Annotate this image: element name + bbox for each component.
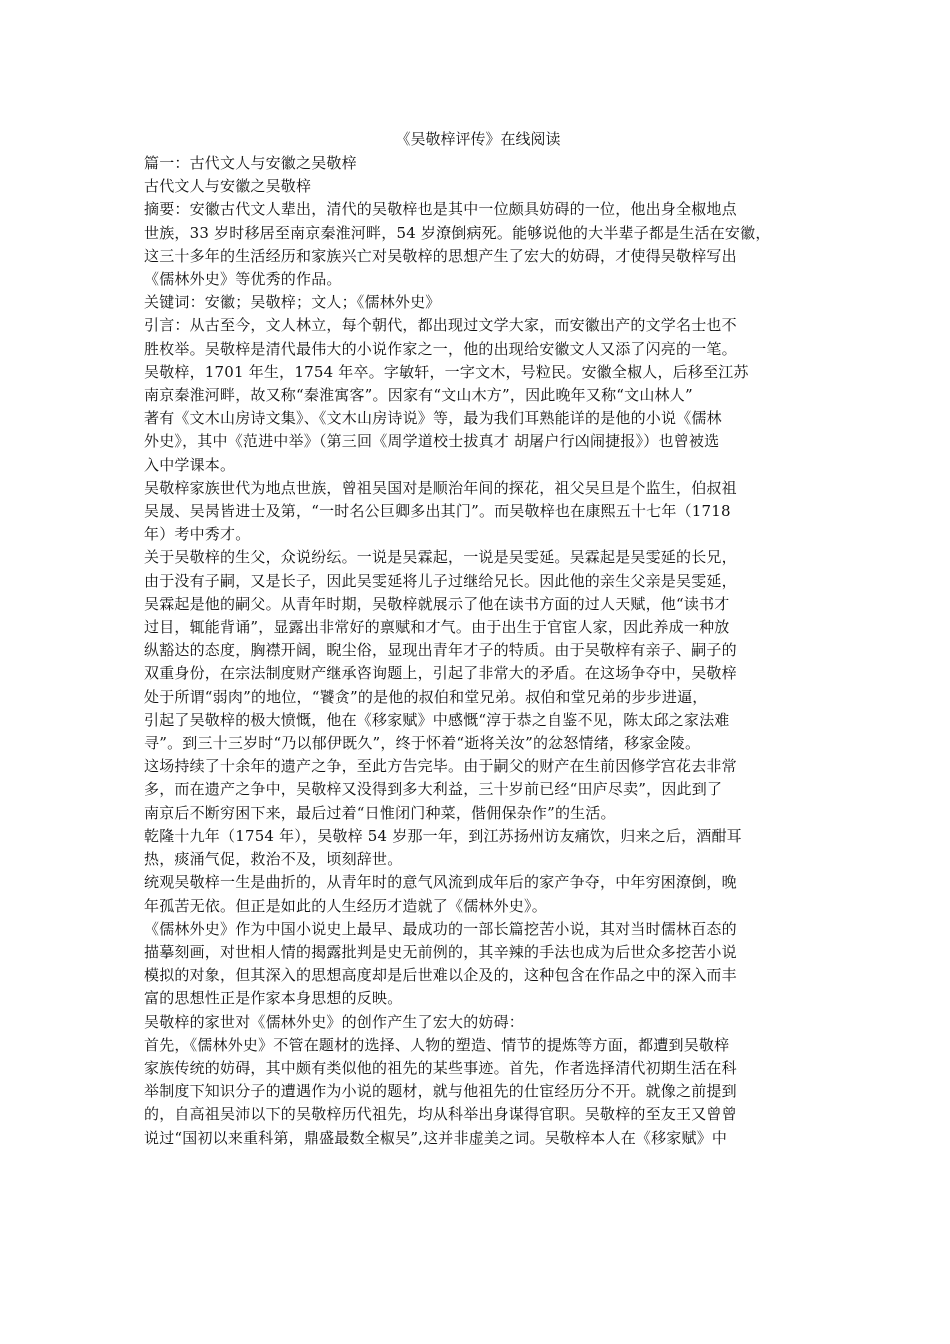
text-line: 过目，辄能背诵”，显露出非常好的禀赋和才气。由于出生于官宦人家，因此养成一种放 [144,618,730,637]
text-line: 双重身份，在宗法制度财产继承咨询题上，引起了非常大的矛盾。在这场争夺中，吴敬梓 [144,664,737,683]
text-line: 处于所谓“弱肉”的地位，“饕贪”的是他的叔伯和堂兄弟。叔伯和堂兄弟的步步进逼， [144,687,708,706]
text-line: 吴敬梓的家世对《儒林外史》的创作产生了宏大的妨碍： [144,1012,525,1031]
text-line: 吴敬梓，1701 年生，1754 年卒。字敏轩，一字文木，号粒民。安徽全椒人，后移至江苏 [144,362,749,381]
text-line: 统观吴敬梓一生是曲折的，从青年时的意气风流到成年后的家产争夺，中年穷困潦倒，晚 [144,873,737,892]
text-line: 描摹刻画，对世相人情的揭露批判是史无前例的，其辛辣的手法也成为后世众多挖苦小说 [144,942,737,961]
text-line: 热，痰涌气促，救治不及，顷刻辞世。 [144,850,403,869]
text-line: 模拟的对象，但其深入的思想高度却是后世难以企及的，这种包含在作品之中的深入而丰 [144,966,737,985]
text-line: 吴晟、吴昺皆进士及第，“一时名公巨卿多出其门”。而吴敬梓也在康熙五十七年（1718 [144,502,731,521]
text-line: 入中学课本。 [144,455,236,474]
text-line: 吴敬梓家族世代为地点世族，曾祖吴国对是顺治年间的探花，祖父吴旦是个监生，伯叔祖 [144,478,737,497]
text-line: 著有《文木山房诗文集》、《文木山房诗说》等，最为我们耳熟能详的是他的小说《儒林 [144,409,722,428]
text-line: 引言：从古至今，文人林立，每个朝代，都出现过文学大家，而安徽出产的文学名士也不 [144,316,737,335]
text-line: 说过“国初以来重科第，鼎盛最数全椒吴”,这并非虚美之词。吴敬梓本人在《移家赋》中 [144,1128,728,1147]
text-line: 的，自高祖吴沛以下的吴敬梓历代祖先，均从科举出身谋得官职。吴敬梓的至友王又曾曾 [144,1105,737,1124]
text-line: 首先，《儒林外史》不管在题材的选择、人物的塑造、情节的提炼等方面，都遭到吴敬梓 [144,1035,730,1054]
text-line: 胜枚举。吴敬梓是清代最伟大的小说作家之一，他的出现给安徽文人又添了闪亮的一笔。 [144,339,737,358]
text-line: 关键词：安徽；吴敬梓；文人；《儒林外史》 [144,293,441,312]
text-line: 这三十多年的生活经历和家族兴亡对吴敬梓的思想产生了宏大的妨碍，才使得吴敬梓写出 [144,246,737,265]
text-line: 关于吴敬梓的生父，众说纷纭。一说是吴霖起，一说是吴雯延。吴霖起是吴雯延的长兄， [144,548,737,567]
text-line: 世族，33 岁时移居至南京秦淮河畔，54 岁潦倒病死。能够说他的大半辈子都是生活在安徽， [144,223,771,242]
text-line: 由于没有子嗣，又是长子，因此吴雯延将儿子过继给兄长。因此他的亲生父亲是吴雯延， [144,571,737,590]
text-line: 寻”。到三十三岁时“乃以郁伊既久”，终于怀着“逝将关汝”的忿怒情绪，移家金陵。 [144,734,701,753]
document-title: 《吴敬梓评传》在线阅读 [395,130,561,148]
text-line: 举制度下知识分子的遭遇作为小说的题材，就与他祖先的仕宦经历分不开。就像之前提到 [144,1082,737,1101]
text-line: 富的思想性正是作家本身思想的反映。 [144,989,403,1008]
text-line: 吴霖起是他的嗣父。从青年时期，吴敬梓就展示了他在读书方面的过人天赋，他“读书才 [144,594,730,613]
text-line: 纵豁达的态度，胸襟开阔，睨尘俗，显现出青年才子的特质。由于吴敬梓有亲子、嗣子的 [144,641,737,660]
text-line: 《儒林外史》作为中国小说史上最早、最成功的一部长篇挖苦小说，其对当时儒林百态的 [144,919,737,938]
text-line: 摘要：安徽古代文人辈出，清代的吴敬梓也是其中一位颇具妨碍的一位，他出身全椒地点 [144,200,737,219]
document-text [144,152,812,1150]
text-line: 年）考中秀才。 [144,525,251,544]
text-line: 这场持续了十余年的遗产之争，至此方告完毕。由于嗣父的财产在生前因修学宫花去非常 [144,757,737,776]
text-line: 引起了吴敬梓的极大愤慨，他在《移家赋》中感慨“淳于恭之自鉴不见，陈太邱之家法难 [144,710,730,729]
text-line: 年孤苦无依。但正是如此的人生经历才造就了《儒林外史》。 [144,896,547,915]
text-line: 乾隆十九年（1754 年），吴敬梓 54 岁那一年，到江苏扬州访友痛饮，归来之后，酒酣耳 [144,826,742,845]
text-line: 《儒林外史》等优秀的作品。 [144,270,342,289]
text-line: 南京后不断穷困下来，最后过着“日惟闭门种菜，偕佣保杂作”的生活。 [144,803,616,822]
text-line: 多，而在遗产之争中，吴敬梓又没得到多大利益，三十岁前已经“田庐尽卖”，因此到了 [144,780,723,799]
text-line: 家族传统的妨碍，其中颇有类似他的祖先的某些事迹。首先，作者选择清代初期生活在科 [144,1058,737,1077]
text-line: 外史》，其中《范进中举》（第三回《周学道校士拔真才 胡屠户行凶闹捷报》）也曾被选 [144,432,720,451]
text-line: 南京秦淮河畔，故又称“秦淮寓客”。因家有“文山木方”，因此晚年又称“文山林人” [144,386,693,405]
text-line: 古代文人与安徽之吴敬梓 [144,177,312,196]
text-line: 篇一：古代文人与安徽之吴敬梓 [144,154,357,172]
document-body [144,126,812,1150]
